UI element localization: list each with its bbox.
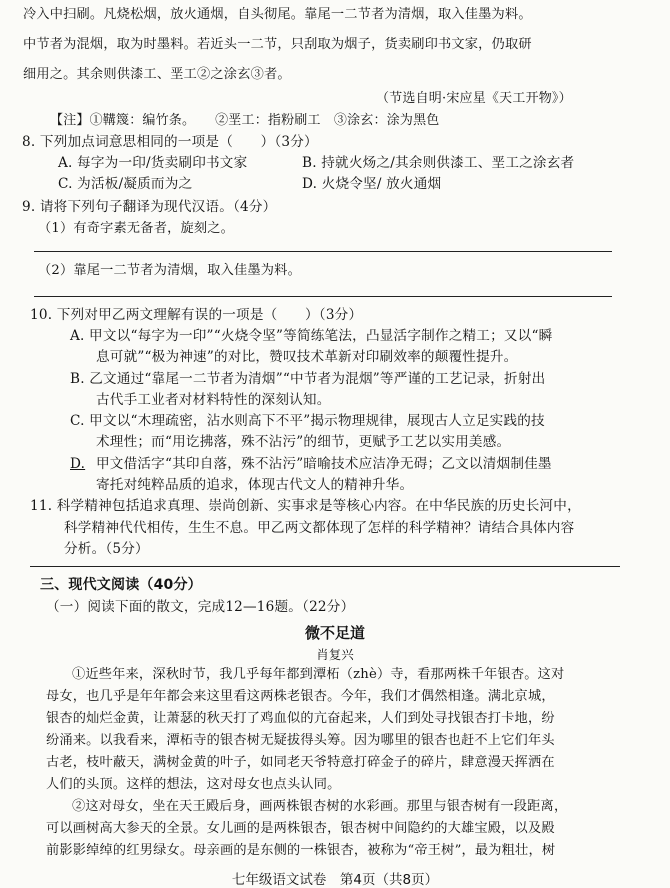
q8-option-b: B. 持就火炀之/其余则供漆工、垩工之涂玄者 (302, 155, 575, 171)
essay-p1-line-4: 纷涌来。以我看来，潭柘寺的银杏树无疑拔得头筹。因为哪里的银杏也赶不上它们年头 (46, 733, 555, 748)
passage-note: 【注】①鞲篾：编竹条。 ②垩工：指粉刷工 ③涂玄：涂为黑色 (50, 113, 440, 128)
q8-option-c: C. 为活板/凝质而为之 (58, 176, 193, 192)
q9-sentence-1: （1）有奇字素无备者，旋刻之。 (38, 221, 235, 236)
passage-line-3: 细用之。其余则供漆工、垩工②之涂玄③者。 (23, 67, 291, 82)
q11-line-2: 科学精神代代相传，生生不息。甲乙两文都体现了怎样的科学精神？请结合具体内容 (64, 520, 575, 536)
q8-option-a: A. 每字为一印/货卖刷印书文家 (58, 155, 248, 171)
q9-answer-line-1 (34, 251, 612, 252)
q10-option-c-line-2: 术理性；而“用讫拂落，殊不沾污”的细节，更赋予工艺以实用美感。 (96, 434, 511, 450)
part3-subheading: （一）阅读下面的散文，完成12—16题。（22分） (46, 599, 355, 615)
q8-stem: 8. 下列加点词意思相同的一项是（ ）（3分） (22, 134, 318, 150)
essay-p1-line-6: 人们的头顶。这样的想法，这对母女也点头认同。 (46, 777, 341, 792)
q10-option-a-line-2: 息可就”“极为神速”的对比，赞叹技术革新对印刷效率的颠覆性提升。 (96, 349, 518, 365)
q10-option-d-label: D. (70, 456, 86, 472)
essay-p2-line-3: 前影影绰绰的红男绿女。母亲画的是东侧的一株银杏，被称为“帝王树”，最为粗壮，树 (46, 843, 556, 858)
passage-line-1: 冷入中扫刷。凡烧松烟，放火通烟，自头彻尾。靠尾一二节者为清烟，取入佳墨为料。 (23, 7, 532, 22)
q9-answer-line-2 (34, 296, 612, 297)
answer-space-divider (30, 566, 620, 567)
essay-author: 肖复兴 (316, 647, 354, 662)
q10-option-c-line-1: C. 甲文以“木理疏密，沾水则高下不平”揭示物理规律，展现古人立足实践的技 (70, 413, 545, 429)
essay-p1-line-5: 古老，枝叶蔽天，满树金黄的叶子，如同老天爷特意打碎金子的碎片，肆意漫天挥洒在 (46, 755, 555, 770)
essay-p1-line-1: ①近些年来，深秋时节，我几乎每年都到潭柘（zhè）寺，看那两株千年银杏。这对 (72, 667, 565, 682)
q11-line-1: 11. 科学精神包括追求真理、崇尚创新、实事求是等核心内容。在中华民族的历史长河中， (30, 498, 581, 514)
essay-title: 微不足道 (304, 624, 365, 642)
q10-option-b-line-2: 古代手工业者对材料特性的深刻认知。 (96, 392, 331, 408)
essay-p2-line-1: ②这对母女，坐在天王殿后身，画两株银杏树的水彩画。那里与银杏树有一段距离， (72, 799, 568, 814)
part3-heading: 三、现代文阅读（40分） (40, 577, 202, 593)
q10-stem: 10. 下列对甲乙两文理解有误的一项是（ ）（3分） (30, 307, 363, 323)
q8-option-d: D. 火烧令坚/ 放火通烟 (302, 176, 442, 192)
essay-p2-line-2: 可以画树高大参天的全景。女儿画的是两株银杏，银杏树中间隐约的大雄宝殿，以及殿 (46, 821, 555, 836)
essay-p1-line-3: 银杏的灿烂金黄，让萧瑟的秋天打了鸡血似的亢奋起来，人们到处寻找银杏打卡地，纷 (46, 711, 555, 726)
q10-option-d-line-2: 寄托对纯粹品质的追求，体现古代文人的精神升华。 (96, 477, 414, 493)
q9-stem: 9. 请将下列句子翻译为现代汉语。（4分） (22, 199, 277, 215)
q11-line-3: 分析。（5分） (64, 541, 149, 557)
passage-line-2: 中节者为混烟，取为时墨料。若近头一二节，只刮取为烟子，货卖刷印书文家，仍取研 (23, 37, 532, 52)
q10-option-d-line-1: 甲文借活字“其印自落，殊不沾污”暗喻技术应洁净无碍；乙文以清烟制佳墨 (96, 456, 552, 472)
q10-option-a-line-1: A. 甲文以“每字为一印”“火烧令坚”等简练笔法，凸显活字制作之精工；又以“瞬 (70, 328, 553, 344)
page-footer: 七年级语文试卷 第4页（共8页） (231, 872, 439, 888)
q10-option-b-line-1: B. 乙文通过“靠尾一二节者为清烟”“中节者为混烟”等严谨的工艺记录，折射出 (70, 371, 546, 387)
essay-p1-line-2: 母女，也几乎是年年都会来这里看这两株老银杏。今年，我们才偶然相逢。满北京城， (46, 689, 555, 704)
passage-source: （节选自明·宋应星《天工开物》） (376, 91, 572, 106)
q9-sentence-2: （2）靠尾一二节者为清烟，取入佳墨为料。 (38, 263, 301, 278)
